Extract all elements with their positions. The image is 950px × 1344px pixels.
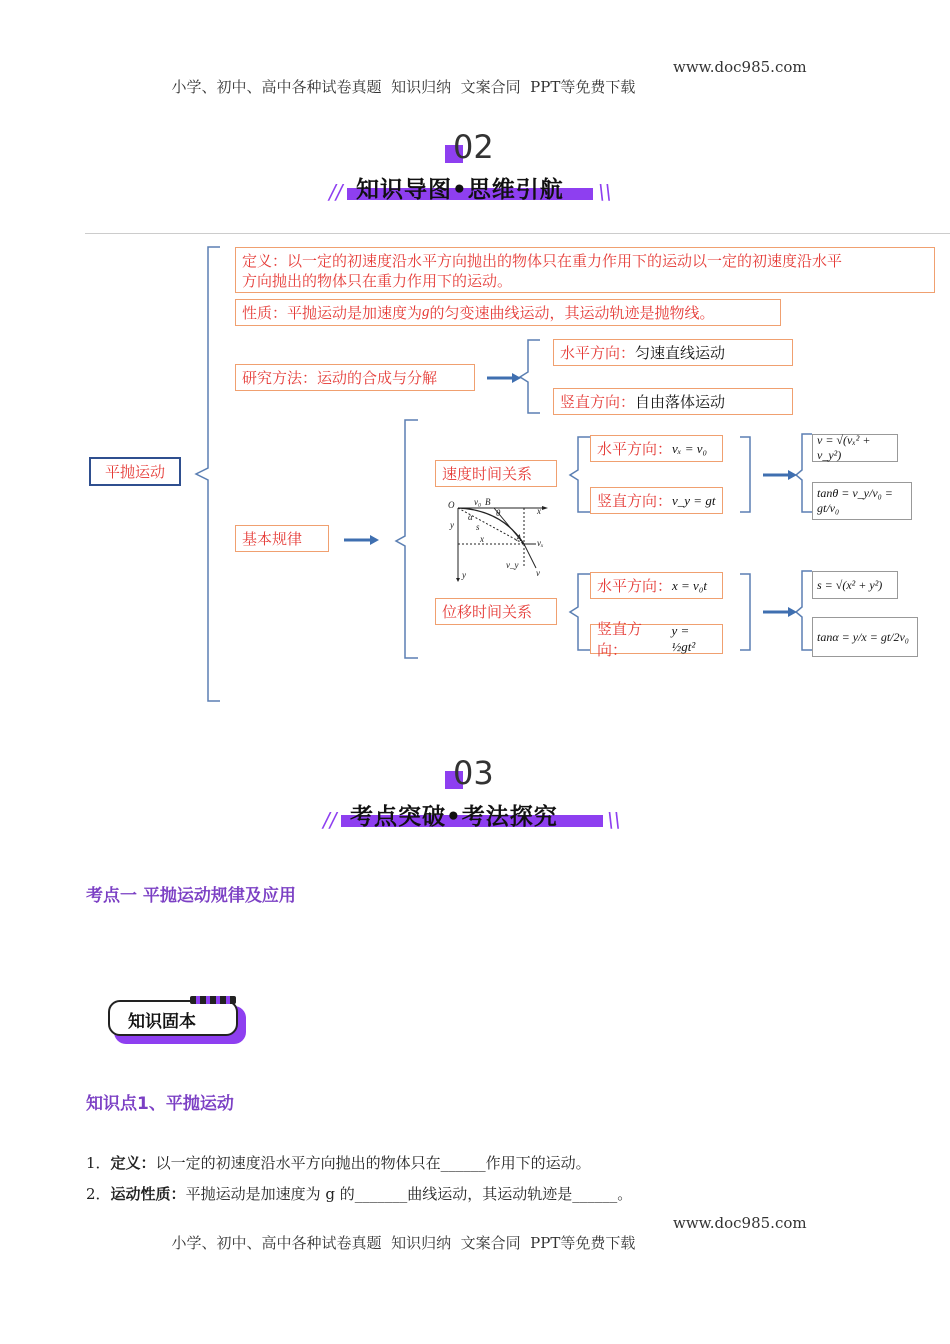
diagram-label-v: v — [536, 568, 540, 578]
diagram-label-y: y — [450, 520, 454, 530]
vertical-motion-value: 自由落体运动 — [635, 393, 726, 411]
method-label: 研究方法：运动的合成与分解 — [242, 369, 438, 387]
item-1-number: 1． — [86, 1154, 111, 1172]
basic-law-label: 基本规律 — [242, 530, 303, 548]
footer-url[interactable]: www.doc985.com — [673, 1214, 807, 1232]
diagram-label-theta: θ — [496, 508, 501, 518]
root-label: 平抛运动 — [104, 463, 165, 481]
velocity-time-label: 速度时间关系 — [442, 465, 533, 483]
page-footer — [162, 1214, 635, 1253]
mindmap-root — [89, 457, 181, 486]
slash-decoration-right-2: \\ — [607, 808, 621, 832]
diagram-label-s: s — [476, 522, 480, 532]
property-label: 性质： — [242, 304, 288, 322]
definition-text-2: 方向抛出的物体只在重力作用下的运动。 — [242, 272, 513, 290]
section-02-title: 知识导图•思维引航 — [356, 177, 564, 203]
velocity-magnitude-formula: v = √(vₓ² + v_y²) — [812, 434, 898, 462]
diagram-label-vy: v_y — [506, 560, 519, 570]
property-g: g — [422, 304, 430, 320]
footer-text: 小学、初中、高中各种试卷真题 知识归纳 文案合同 PPT等免费下载 — [171, 1234, 636, 1252]
displacement-time-label: 位移时间关系 — [442, 603, 533, 621]
vertical-motion-box — [553, 388, 793, 415]
horizontal-motion-box — [553, 339, 793, 366]
badge-label: 知识固本 — [128, 1012, 196, 1032]
exam-point-heading: 考点一 平抛运动规律及应用 — [86, 886, 296, 906]
method-box — [235, 364, 475, 391]
displacement-vertical-box — [590, 620, 723, 659]
diagram-label-v0: v₀ — [474, 497, 482, 507]
item-2-text: 平抛运动是加速度为 g 的_______曲线运动，其运动轨迹是______。 — [185, 1185, 633, 1203]
vertical-motion-label: 竖直方向： — [560, 393, 636, 411]
velocity-vertical-formula: v_y = gt — [672, 492, 716, 508]
item-1-text: 以一定的初速度沿水平方向抛出的物体只在______作用下的运动。 — [155, 1154, 591, 1172]
item-2-number: 2． — [86, 1185, 111, 1203]
displacement-magnitude-formula: s = √(x² + y²) — [812, 571, 898, 599]
diagram-label-b: B — [485, 497, 491, 507]
header-url[interactable]: www.doc985.com — [673, 58, 807, 76]
displacement-horizontal-label: 水平方向： — [597, 577, 673, 595]
diagram-label-vx: vₓ — [537, 538, 544, 548]
displacement-time-box — [435, 598, 557, 625]
knowledge-badge — [108, 1000, 246, 1044]
horizontal-motion-value: 匀速直线运动 — [635, 344, 726, 362]
item-1-label: 定义： — [110, 1154, 156, 1172]
projectile-diagram — [444, 496, 554, 582]
basic-law-box — [235, 525, 329, 552]
diagram-label-x-axis: x — [537, 506, 541, 516]
diagram-label-a: A — [516, 533, 522, 543]
header-text: 小学、初中、高中各种试卷真题 知识归纳 文案合同 PPT等免费下载 — [171, 78, 636, 96]
diagram-label-x-segment: x — [480, 534, 484, 544]
slash-decoration-left: // — [329, 180, 343, 204]
item-definition — [86, 1152, 591, 1173]
velocity-vertical-label: 竖直方向： — [597, 492, 673, 510]
definition-label: 定义： — [242, 252, 288, 270]
slash-decoration-right: \\ — [598, 180, 612, 204]
displacement-horizontal-box — [590, 572, 723, 599]
diagram-label-alpha: α — [468, 512, 473, 522]
displacement-horizontal-formula: x = v₀t — [672, 577, 707, 593]
horizontal-motion-label: 水平方向： — [560, 344, 636, 362]
diagram-label-o: O — [448, 500, 455, 510]
section-03-title: 考点突破•考法探究 — [350, 804, 558, 830]
property-text-b: 的匀变速曲线运动，其运动轨迹是抛物线。 — [429, 304, 715, 322]
definition-box — [235, 247, 935, 293]
knowledge-point-heading: 知识点1、平抛运动 — [86, 1094, 234, 1114]
badge-dots — [190, 996, 236, 1004]
property-text-a: 平抛运动是加速度为 — [287, 304, 423, 322]
velocity-horizontal-formula: vₓ = v₀ — [672, 440, 708, 456]
velocity-horizontal-box — [590, 435, 723, 462]
slash-decoration-left-2: // — [323, 808, 337, 832]
velocity-vertical-box — [590, 487, 723, 514]
item-property — [86, 1183, 632, 1204]
tan-alpha-formula: tanα = y/x = gt/2v₀ — [812, 617, 918, 657]
item-2-label: 运动性质： — [110, 1185, 186, 1203]
displacement-vertical-label: 竖直方向： — [597, 620, 643, 659]
section-02-number: 02 — [453, 128, 494, 166]
displacement-vertical-formula: y = ½gt² — [671, 623, 696, 654]
tan-theta-formula: tanθ = v_y/v₀ = gt/v₀ — [812, 482, 912, 520]
property-box — [235, 299, 781, 326]
diagram-label-y-axis: y — [462, 570, 466, 580]
definition-text-1: 以一定的初速度沿水平方向抛出的物体只在重力作用下的运动以一定的初速度沿水平 — [287, 252, 843, 270]
velocity-time-box — [435, 460, 557, 487]
section-03-number: 03 — [453, 754, 494, 792]
velocity-horizontal-label: 水平方向： — [597, 440, 673, 458]
